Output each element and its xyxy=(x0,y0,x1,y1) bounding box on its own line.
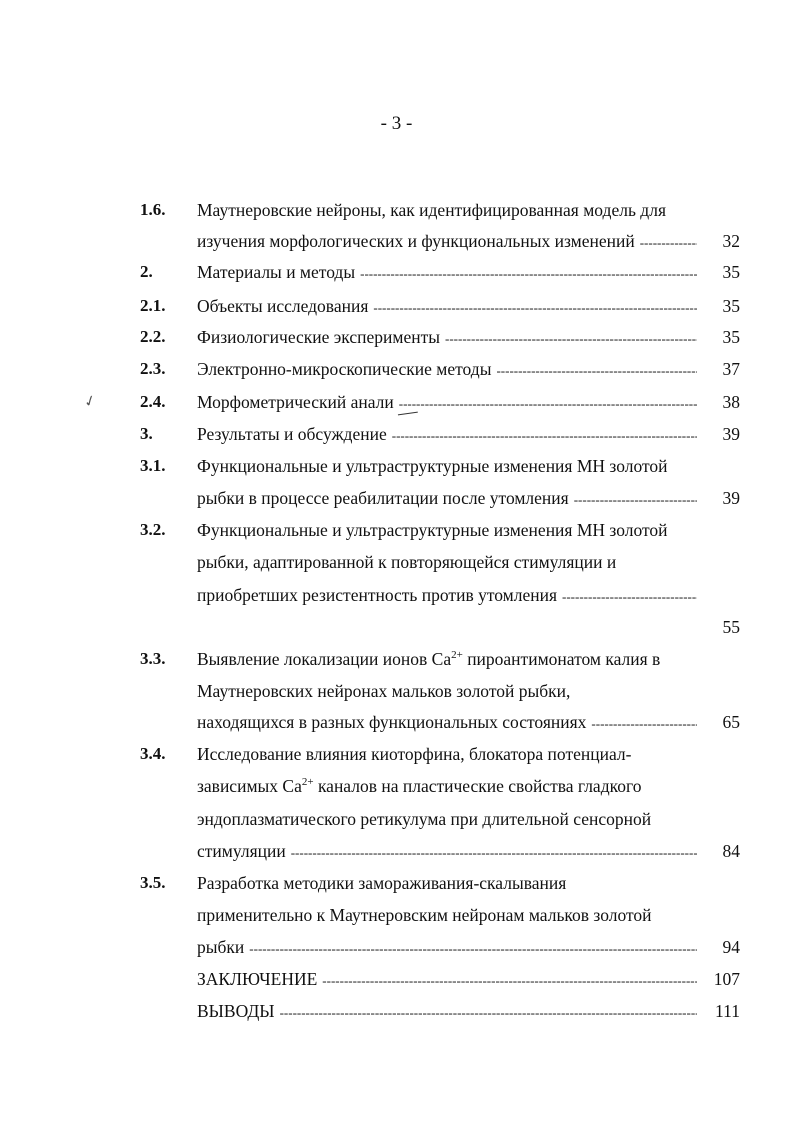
toc-number-3-4: 3.4. xyxy=(140,744,166,763)
toc-number-1-6: 1.6. xyxy=(140,200,166,219)
handwritten-checkmark: ✓ xyxy=(81,392,100,412)
toc-page-findings: 111 xyxy=(715,1001,740,1021)
toc-page-2-2: 35 xyxy=(722,327,740,347)
toc-entry-3: Результаты и обсуждение ----- xyxy=(197,422,697,448)
toc-number-2-1: 2.1. xyxy=(140,296,166,315)
toc-number-3-1: 3.1. xyxy=(140,456,166,475)
toc-entry-1-6-line-2: изучения морфологических и функциональных изменений ----- xyxy=(197,229,697,255)
toc-entry-findings: ВЫВОДЫ ----- xyxy=(197,999,697,1025)
toc-entry-3-4-line-3: эндоплазматического ретикулума при длительной сенсорной xyxy=(197,809,652,829)
superscript-charge: 2+ xyxy=(451,649,463,661)
toc-page-2-3: 37 xyxy=(722,359,740,379)
toc-entry-3-2-line-3: приобретших резистентность против утомления ----- xyxy=(197,583,697,609)
superscript-charge: 2+ xyxy=(301,776,314,788)
toc-entry-3-4-line-2: зависимых $Ca^{2+}$ каналов на пластические свойства гладкого xyxy=(197,776,642,796)
toc-number-2-4: 2.4. xyxy=(140,392,166,411)
toc-page-3-2: 55 xyxy=(722,617,740,637)
toc-number-3-5: 3.5. xyxy=(140,873,166,892)
toc-entry-3-1-line-1: Функциональные и ультраструктурные изменения МН золотой xyxy=(197,456,668,476)
toc-entry-3-2-line-2: рыбки, адаптированной к повторяющейся стимуляции и xyxy=(197,552,617,572)
toc-page-3: 39 xyxy=(722,424,740,444)
toc-number-2-2: 2.2. xyxy=(140,327,166,346)
toc-entry-3-4-line-4: стимуляции ----- xyxy=(197,839,697,865)
toc-entry-2-3: Электронно-микроскопические методы ----- xyxy=(197,357,697,383)
toc-number-3-3: 3.3. xyxy=(140,649,166,668)
toc-entry-2-4: Морфометрический анали ----- xyxy=(197,390,697,416)
toc-entry-conclusion: ЗАКЛЮЧЕНИЕ ----- xyxy=(197,967,697,993)
toc-entry-2-1: Объекты исследования ----- xyxy=(197,294,697,320)
toc-page-1-6: 32 xyxy=(722,231,740,251)
toc-page-3-4: 84 xyxy=(722,841,740,861)
toc-page-2: 35 xyxy=(722,262,740,282)
toc-number-2-3: 2.3. xyxy=(140,359,166,378)
toc-entry-3-3-line-1: Выявление локализации ионов $Ca^{2+}$ пироантимонатом калия в xyxy=(197,649,661,669)
toc-number-3: 3. xyxy=(140,424,153,443)
page-number: - 3 - xyxy=(380,113,413,134)
toc-entry-2-2: Физиологические эксперименты ----- xyxy=(197,325,697,351)
toc-entry-3-5-line-2: применительно к Маутнеровским нейронам мальков золотой xyxy=(197,905,652,925)
toc-entry-3-5-line-3: рыбки ----- xyxy=(197,935,697,961)
toc-entry-3-1-line-2: рыбки в процессе реабилитации после утомления ----- xyxy=(197,486,697,512)
toc-number-3-2: 3.2. xyxy=(140,520,166,539)
toc-page-2-4: 38 xyxy=(722,392,740,412)
toc-entry-3-2-line-1: Функциональные и ультраструктурные изменения МН золотой xyxy=(197,520,668,540)
toc-page-conclusion: 107 xyxy=(713,969,740,989)
toc-page-3-3: 65 xyxy=(722,712,740,732)
toc-page-2-1: 35 xyxy=(722,296,740,316)
toc-number-2: 2. xyxy=(140,262,153,281)
toc-entry-1-6-line-1: Маутнеровские нейроны, как идентифицированная модель для xyxy=(197,200,666,220)
toc-page-3-1: 39 xyxy=(722,488,740,508)
toc-entry-3-4-line-1: Исследование влияния киоторфина, блокатора потенциал- xyxy=(197,744,632,764)
toc-entry-3-5-line-1: Разработка методики замораживания-скалывания xyxy=(197,873,567,893)
toc-page-3-5: 94 xyxy=(722,937,740,957)
toc-entry-2: Материалы и методы ----- xyxy=(197,260,697,286)
toc-entry-3-3-line-3: находящихся в разных функциональных состояниях ----- xyxy=(197,710,697,736)
toc-entry-3-3-line-2: Маутнеровских нейронах мальков золотой рыбки, xyxy=(197,681,571,701)
